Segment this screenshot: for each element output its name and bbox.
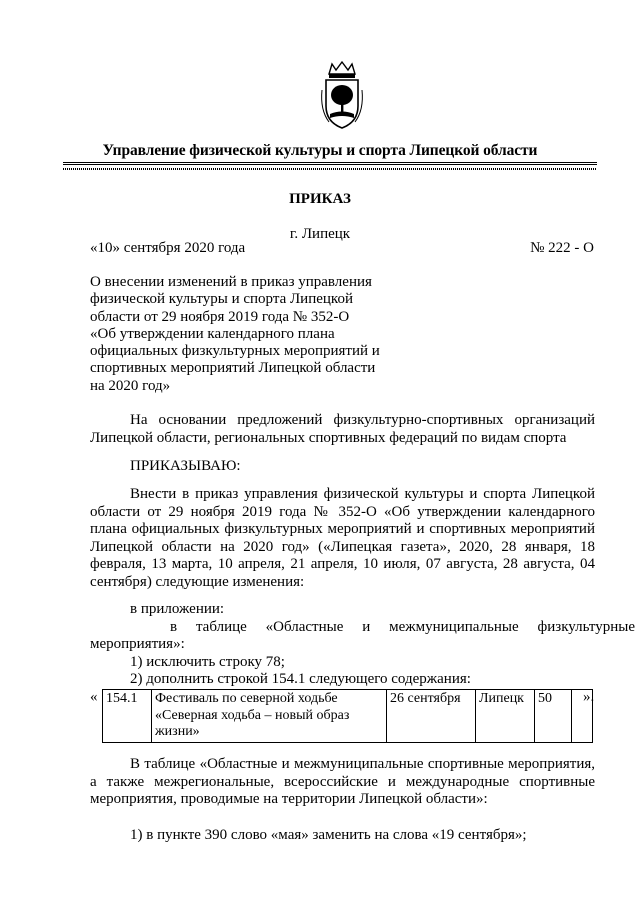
quote-open: « bbox=[90, 689, 98, 705]
basis-paragraph: На основании предложений физкультурно-спортивных организаций Липецкой области, региональных спортивных федераций по видам спорта bbox=[90, 412, 595, 446]
subject-line: физической культуры и спорта Липецкой bbox=[90, 291, 353, 308]
inserted-row-table bbox=[102, 689, 593, 743]
amendment-paragraph: Внести в приказ управления физической культуры и спорта Липецкой области от 29 ноября 2019 года № 352-О «Об утверждении календарного плана официальных физкультурных мероприятий и спортивных мероприятий Липецкой области на 2020 год» («Липецкая газета», 2020, 28 января, 18 февраля, 13 марта, 10 апреля, 21 апреля, 10 июля, 07 августа, 28 августа, 04 сентября) следующие изменения: bbox=[90, 486, 595, 590]
order-word: ПРИКАЗЫВАЮ: bbox=[130, 458, 241, 474]
table1-reference-cont: мероприятия»: bbox=[90, 636, 185, 652]
document-city: г. Липецк bbox=[289, 226, 351, 242]
document-number: № 222 - О bbox=[530, 240, 594, 256]
header-divider bbox=[63, 162, 597, 165]
table1-reference: в таблице «Областные и межмуниципальные физкультурные bbox=[170, 619, 635, 635]
appendix-line: в приложении: bbox=[130, 601, 225, 617]
subject-line: О внесении изменений в приказ управления bbox=[90, 274, 372, 290]
subject-line: «Об утверждении календарного плана bbox=[90, 325, 335, 342]
document-date: «10» сентября 2020 года bbox=[90, 240, 246, 256]
document-title: ПРИКАЗ bbox=[289, 191, 351, 207]
subject-line: спортивных мероприятий Липецкой области bbox=[90, 360, 376, 377]
quote-close: ». bbox=[583, 689, 595, 705]
organization-name: Управление физической культуры и спорта Липецкой области bbox=[102, 142, 538, 159]
coat-of-arms-emblem bbox=[319, 60, 365, 132]
event-place-cell: Липецк bbox=[476, 690, 535, 743]
item-point-390: 1) в пункте 390 слово «мая» заменить на слова «19 сентября»; bbox=[130, 827, 527, 843]
document-subject bbox=[90, 274, 390, 395]
subject-line: официальных физкультурных мероприятий и bbox=[90, 343, 380, 360]
row-number-cell: 154.1 bbox=[103, 690, 152, 743]
table-row bbox=[103, 690, 593, 743]
event-name-cell: Фестиваль по северной ходьбе «Северная ходьба – новый образ жизни» bbox=[152, 690, 387, 743]
header-divider-hatch bbox=[63, 168, 597, 170]
participants-cell: 50 bbox=[535, 690, 572, 743]
subject-line: области от 29 ноября 2019 года № 352-О bbox=[90, 308, 350, 325]
item-exclude-row: 1) исключить строку 78; bbox=[130, 654, 285, 670]
table2-reference: В таблице «Областные и межмуниципальные спортивные мероприятия, а также межрегиональные, всероссийские и международные спортивные мероприятия, проводимые на территории Липецкой области»: bbox=[90, 756, 595, 808]
item-add-row: 2) дополнить строкой 154.1 следующего содержания: bbox=[130, 671, 471, 687]
subject-line: на 2020 год» bbox=[90, 377, 171, 394]
event-date-cell: 26 сентября bbox=[387, 690, 476, 743]
